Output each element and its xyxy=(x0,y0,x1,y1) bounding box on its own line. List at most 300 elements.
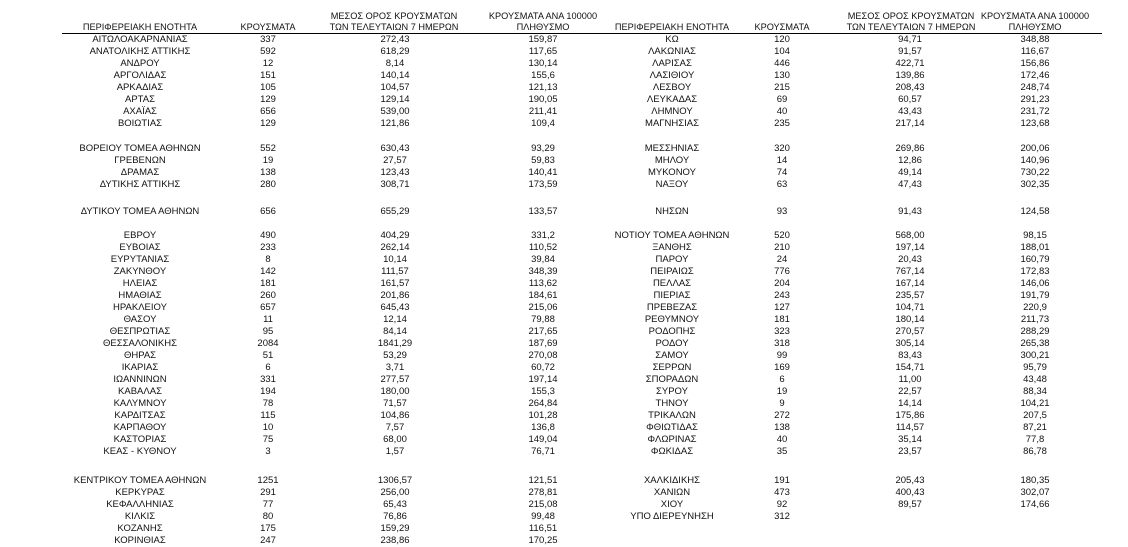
left-region-cell: ΒΟΡΕΙΟΥ ΤΟΜΕΑ ΑΘΗΝΩΝ xyxy=(79,143,201,154)
right-region-cell: ΣΕΡΡΩΝ xyxy=(652,362,692,373)
left-cases-cell: 592 xyxy=(260,46,276,57)
right-cases-cell: 520 xyxy=(774,230,790,241)
left-region-cell: ΙΚΑΡΙΑΣ xyxy=(121,362,159,373)
right-avg-cell: 154,71 xyxy=(895,362,925,373)
right-cases-cell: 35 xyxy=(776,446,788,457)
left-cases-cell: 233 xyxy=(260,242,276,253)
right-cases-cell: 6 xyxy=(779,374,785,385)
header-avg-left-line2: ΤΩΝ ΤΕΛΕΥΤΑΙΩΝ 7 ΗΜΕΡΩΝ xyxy=(329,22,459,32)
left-cases-cell: 656 xyxy=(260,206,276,217)
left-per-cell: 60,72 xyxy=(531,362,555,373)
right-cases-cell: 69 xyxy=(776,94,788,105)
left-region-cell: ΓΡΕΒΕΝΩΝ xyxy=(114,155,166,166)
left-avg-cell: 7,57 xyxy=(385,422,405,433)
left-cases-cell: 260 xyxy=(260,290,276,301)
left-per-cell: 173,59 xyxy=(528,179,558,190)
left-avg-cell: 655,29 xyxy=(380,206,410,217)
right-cases-cell: 93 xyxy=(776,206,788,217)
right-cases-cell: 181 xyxy=(774,314,790,325)
right-avg-cell: 49,14 xyxy=(898,167,922,178)
left-per-cell: 149,04 xyxy=(528,434,558,445)
right-avg-cell: 205,43 xyxy=(895,475,925,486)
left-cases-cell: 3 xyxy=(265,446,271,457)
right-avg-cell: 270,57 xyxy=(895,326,925,337)
left-avg-cell: 65,43 xyxy=(383,499,407,510)
left-avg-cell: 308,71 xyxy=(380,179,410,190)
right-region-cell: ΛΑΣΙΘΙΟΥ xyxy=(649,70,695,81)
left-per-cell: 133,57 xyxy=(528,206,558,217)
right-cases-cell: 320 xyxy=(774,143,790,154)
left-per-cell: 99,48 xyxy=(531,511,555,522)
right-cases-cell: 138 xyxy=(774,422,790,433)
right-per-cell: 300,21 xyxy=(1020,350,1050,361)
left-cases-cell: 490 xyxy=(260,230,276,241)
right-per-cell: 172,46 xyxy=(1020,70,1050,81)
right-region-cell: ΚΩ xyxy=(665,34,679,45)
right-per-cell: 174,66 xyxy=(1020,499,1050,510)
left-region-cell: ΚΕΡΚΥΡΑΣ xyxy=(115,487,165,498)
right-cases-cell: 243 xyxy=(774,290,790,301)
right-cases-cell: 323 xyxy=(774,326,790,337)
left-region-cell: ΚΕΑΣ - ΚΥΘΝΟΥ xyxy=(103,446,177,457)
right-region-cell: ΞΑΝΘΗΣ xyxy=(652,242,692,253)
right-avg-cell: 91,57 xyxy=(898,46,922,57)
left-avg-cell: 27,57 xyxy=(383,155,407,166)
right-avg-cell: 422,71 xyxy=(895,58,925,69)
right-cases-cell: 130 xyxy=(774,70,790,81)
left-avg-cell: 180,00 xyxy=(380,386,410,397)
left-per-cell: 155,6 xyxy=(531,70,555,81)
left-per-cell: 264,84 xyxy=(528,398,558,409)
left-per-cell: 170,25 xyxy=(528,535,558,546)
left-cases-cell: 105 xyxy=(260,82,276,93)
left-region-cell: ΚΕΝΤΡΙΚΟΥ ΤΟΜΕΑ ΑΘΗΝΩΝ xyxy=(73,475,207,486)
left-region-cell: ΔΥΤΙΚΟΥ ΤΟΜΕΑ ΑΘΗΝΩΝ xyxy=(80,206,200,217)
left-avg-cell: 1306,57 xyxy=(377,475,413,486)
right-avg-cell: 22,57 xyxy=(898,386,922,397)
right-per-cell: 156,86 xyxy=(1020,58,1050,69)
left-cases-cell: 51 xyxy=(262,350,274,361)
left-per-cell: 113,62 xyxy=(528,278,558,289)
left-avg-cell: 129,14 xyxy=(380,94,410,105)
left-cases-cell: 77 xyxy=(262,499,274,510)
right-cases-cell: 191 xyxy=(774,475,790,486)
right-per-cell: 200,06 xyxy=(1020,143,1050,154)
left-avg-cell: 201,86 xyxy=(380,290,410,301)
left-region-cell: ΕΥΒΟΙΑΣ xyxy=(119,242,161,253)
left-region-cell: ΗΛΕΙΑΣ xyxy=(122,278,158,289)
left-per-cell: 155,3 xyxy=(531,386,555,397)
right-per-cell: 191,79 xyxy=(1020,290,1050,301)
left-cases-cell: 1251 xyxy=(257,475,279,486)
right-avg-cell: 235,57 xyxy=(895,290,925,301)
right-cases-cell: 204 xyxy=(774,278,790,289)
left-avg-cell: 272,43 xyxy=(380,34,410,45)
left-per-cell: 215,08 xyxy=(528,499,558,510)
left-region-cell: ΑΧΑΪΑΣ xyxy=(123,106,157,117)
left-region-cell: ΔΥΤΙΚΗΣ ΑΤΤΙΚΗΣ xyxy=(99,179,181,190)
right-per-cell: 123,68 xyxy=(1020,118,1050,129)
right-per-cell: 291,23 xyxy=(1020,94,1050,105)
right-region-cell: ΦΩΚΙΔΑΣ xyxy=(650,446,694,457)
left-avg-cell: 1,57 xyxy=(385,446,405,457)
left-region-cell: ΑΡΤΑΣ xyxy=(125,94,155,105)
right-region-cell: ΛΕΣΒΟΥ xyxy=(652,82,692,93)
left-per-cell: 136,8 xyxy=(531,422,555,433)
left-cases-cell: 75 xyxy=(262,434,274,445)
left-per-cell: 159,87 xyxy=(528,34,558,45)
left-region-cell: ΑΡΚΑΔΙΑΣ xyxy=(116,82,164,93)
right-region-cell: ΛΑΡΙΣΑΣ xyxy=(652,58,692,69)
left-per-cell: 184,61 xyxy=(528,290,558,301)
right-avg-cell: 180,14 xyxy=(895,314,925,325)
right-region-cell: ΦΘΙΩΤΙΔΑΣ xyxy=(646,422,698,433)
left-per-cell: 121,13 xyxy=(528,82,558,93)
right-cases-cell: 127 xyxy=(774,302,790,313)
left-cases-cell: 151 xyxy=(260,70,276,81)
right-cases-cell: 14 xyxy=(776,155,788,166)
left-avg-cell: 8,14 xyxy=(385,58,405,69)
right-per-cell: 248,74 xyxy=(1020,82,1050,93)
right-region-cell: ΛΗΜΝΟΥ xyxy=(651,106,693,117)
right-cases-cell: 235 xyxy=(774,118,790,129)
left-region-cell: ΘΗΡΑΣ xyxy=(123,350,157,361)
left-cases-cell: 129 xyxy=(260,94,276,105)
left-region-cell: ΗΜΑΘΙΑΣ xyxy=(118,290,162,301)
right-avg-cell: 47,43 xyxy=(898,179,922,190)
left-cases-cell: 142 xyxy=(260,266,276,277)
left-avg-cell: 84,14 xyxy=(383,326,407,337)
right-per-cell: 211,73 xyxy=(1020,314,1050,325)
left-per-cell: 130,14 xyxy=(528,58,558,69)
right-per-cell: 104,21 xyxy=(1020,398,1050,409)
left-cases-cell: 78 xyxy=(262,398,274,409)
left-per-cell: 197,14 xyxy=(528,374,558,385)
left-region-cell: ΚΑΡΔΙΤΣΑΣ xyxy=(114,410,166,421)
left-region-cell: ΚΟΡΙΝΘΙΑΣ xyxy=(114,535,166,546)
right-region-cell: ΧΙΟΥ xyxy=(660,499,684,510)
left-cases-cell: 280 xyxy=(260,179,276,190)
right-region-cell: ΜΗΛΟΥ xyxy=(654,155,690,166)
left-avg-cell: 645,43 xyxy=(380,302,410,313)
header-avg-right-line1: ΜΕΣΟΣ ΟΡΟΣ ΚΡΟΥΣΜΑΤΩΝ xyxy=(847,11,975,21)
left-cases-cell: 138 xyxy=(260,167,276,178)
left-avg-cell: 277,57 xyxy=(380,374,410,385)
left-avg-cell: 159,29 xyxy=(380,523,410,534)
left-region-cell: ΕΒΡΟΥ xyxy=(123,230,157,241)
right-avg-cell: 23,57 xyxy=(898,446,922,457)
right-avg-cell: 12,86 xyxy=(898,155,922,166)
right-region-cell: ΡΕΘΥΜΝΟΥ xyxy=(644,314,700,325)
left-avg-cell: 238,86 xyxy=(380,535,410,546)
right-region-cell: ΤΡΙΚΑΛΩΝ xyxy=(648,410,696,421)
right-avg-cell: 568,00 xyxy=(895,230,925,241)
right-region-cell: ΜΥΚΟΝΟΥ xyxy=(648,167,696,178)
left-cases-cell: 181 xyxy=(260,278,276,289)
left-per-cell: 190,05 xyxy=(528,94,558,105)
left-per-cell: 331,2 xyxy=(531,230,555,241)
right-per-cell: 188,01 xyxy=(1020,242,1050,253)
right-region-cell: ΣΠΟΡΑΔΩΝ xyxy=(645,374,699,385)
left-region-cell: ΚΕΦΑΛΛΗΝΙΑΣ xyxy=(106,499,174,510)
left-cases-cell: 175 xyxy=(260,523,276,534)
right-cases-cell: 24 xyxy=(776,254,788,265)
right-per-cell: 302,35 xyxy=(1020,179,1050,190)
right-per-cell: 231,72 xyxy=(1020,106,1050,117)
right-cases-cell: 473 xyxy=(774,487,790,498)
left-avg-cell: 53,29 xyxy=(383,350,407,361)
right-per-cell: 87,21 xyxy=(1023,422,1047,433)
left-avg-cell: 104,57 xyxy=(380,82,410,93)
right-avg-cell: 400,43 xyxy=(895,487,925,498)
left-per-cell: 278,81 xyxy=(528,487,558,498)
right-per-cell: 302,07 xyxy=(1020,487,1050,498)
left-per-cell: 117,65 xyxy=(528,46,558,57)
left-per-cell: 110,52 xyxy=(528,242,558,253)
left-cases-cell: 6 xyxy=(265,362,271,373)
left-cases-cell: 552 xyxy=(260,143,276,154)
right-avg-cell: 11,00 xyxy=(898,374,922,385)
right-cases-cell: 776 xyxy=(774,266,790,277)
right-region-cell: ΝΑΞΟΥ xyxy=(655,179,689,190)
right-cases-cell: 215 xyxy=(774,82,790,93)
right-cases-cell: 92 xyxy=(776,499,788,510)
left-region-cell: ΚΑΣΤΟΡΙΑΣ xyxy=(113,434,167,445)
right-per-cell: 43,48 xyxy=(1023,374,1047,385)
left-avg-cell: 104,86 xyxy=(380,410,410,421)
left-avg-cell: 404,29 xyxy=(380,230,410,241)
right-per-cell: 124,58 xyxy=(1020,206,1050,217)
right-avg-cell: 175,86 xyxy=(895,410,925,421)
right-region-cell: ΛΑΚΩΝΙΑΣ xyxy=(648,46,696,57)
left-avg-cell: 111,57 xyxy=(381,266,409,277)
left-avg-cell: 68,00 xyxy=(383,434,407,445)
left-cases-cell: 337 xyxy=(260,34,276,45)
right-cases-cell: 446 xyxy=(774,58,790,69)
left-region-cell: ΙΩΑΝΝΙΝΩΝ xyxy=(113,374,167,385)
right-per-cell: 160,79 xyxy=(1020,254,1050,265)
right-region-cell: ΤΗΝΟΥ xyxy=(655,398,689,409)
left-region-cell: ΗΡΑΚΛΕΙΟΥ xyxy=(113,302,167,313)
left-per-cell: 270,08 xyxy=(528,350,558,361)
right-region-cell: ΠΡΕΒΕΖΑΣ xyxy=(646,302,698,313)
right-region-cell: ΥΠΟ ΔΙΕΡΕΥΝΗΣΗ xyxy=(630,511,714,522)
left-per-cell: 101,28 xyxy=(528,410,558,421)
right-avg-cell: 167,14 xyxy=(895,278,925,289)
left-cases-cell: 331 xyxy=(260,374,276,385)
left-per-cell: 116,51 xyxy=(528,523,558,534)
left-avg-cell: 71,57 xyxy=(383,398,407,409)
left-cases-cell: 11 xyxy=(263,314,273,325)
right-cases-cell: 312 xyxy=(774,511,790,522)
left-per-cell: 93,29 xyxy=(531,143,555,154)
left-cases-cell: 8 xyxy=(265,254,271,265)
right-region-cell: ΠΙΕΡΙΑΣ xyxy=(653,290,691,301)
left-region-cell: ΕΥΡΥΤΑΝΙΑΣ xyxy=(110,254,170,265)
left-cases-cell: 291 xyxy=(260,487,276,498)
left-avg-cell: 123,43 xyxy=(380,167,410,178)
right-cases-cell: 318 xyxy=(774,338,790,349)
right-avg-cell: 94,71 xyxy=(898,34,922,45)
left-avg-cell: 262,14 xyxy=(380,242,410,253)
header-per-left-line2: ΠΛΗΘΥΣΜΟ xyxy=(516,22,570,32)
left-cases-cell: 656 xyxy=(260,106,276,117)
left-per-cell: 76,71 xyxy=(531,446,555,457)
header-per-right-line1: ΚΡΟΥΣΜΑΤΑ ΑΝΑ 100000 xyxy=(980,11,1090,21)
right-region-cell: ΦΛΩΡΙΝΑΣ xyxy=(647,434,697,445)
right-avg-cell: 43,43 xyxy=(898,106,922,117)
right-avg-cell: 60,57 xyxy=(898,94,922,105)
left-cases-cell: 115 xyxy=(260,410,276,421)
left-region-cell: ΚΙΛΚΙΣ xyxy=(124,511,156,522)
right-per-cell: 98,15 xyxy=(1023,230,1047,241)
header-avg-left-line1: ΜΕΣΟΣ ΟΡΟΣ ΚΡΟΥΣΜΑΤΩΝ xyxy=(330,11,458,21)
left-cases-cell: 2084 xyxy=(257,338,279,349)
right-per-cell: 140,96 xyxy=(1020,155,1050,166)
right-cases-cell: 169 xyxy=(774,362,790,373)
left-region-cell: ΑΝΔΡΟΥ xyxy=(120,58,160,69)
header-region-left: ΠΕΡΙΦΕΡΕΙΑΚΗ ΕΝΟΤΗΤΑ xyxy=(82,22,198,32)
left-region-cell: ΚΟΖΑΝΗΣ xyxy=(117,523,163,534)
left-region-cell: ΑΝΑΤΟΛΙΚΗΣ ΑΤΤΙΚΗΣ xyxy=(89,46,191,57)
left-per-cell: 187,69 xyxy=(528,338,558,349)
left-avg-cell: 539,00 xyxy=(380,106,410,117)
left-per-cell: 348,39 xyxy=(528,266,558,277)
left-cases-cell: 95 xyxy=(262,326,274,337)
left-region-cell: ΑΡΓΟΛΙΔΑΣ xyxy=(113,70,167,81)
right-region-cell: ΜΕΣΣΗΝΙΑΣ xyxy=(644,143,700,154)
left-avg-cell: 161,57 xyxy=(380,278,410,289)
right-cases-cell: 120 xyxy=(774,34,790,45)
right-cases-cell: 99 xyxy=(776,350,788,361)
right-cases-cell: 9 xyxy=(779,398,785,409)
left-per-cell: 217,65 xyxy=(528,326,558,337)
right-region-cell: ΝΟΤΙΟΥ ΤΟΜΕΑ ΑΘΗΝΩΝ xyxy=(614,230,730,241)
right-region-cell: ΠΕΙΡΑΙΩΣ xyxy=(650,266,694,277)
left-cases-cell: 10 xyxy=(262,422,274,433)
left-avg-cell: 3,71 xyxy=(385,362,405,373)
right-region-cell: ΡΟΔΟΥ xyxy=(655,338,689,349)
header-per-left-line1: ΚΡΟΥΣΜΑΤΑ ΑΝΑ 100000 xyxy=(488,11,598,21)
left-cases-cell: 657 xyxy=(260,302,276,313)
left-per-cell: 211,41 xyxy=(528,106,558,117)
left-region-cell: ΘΕΣΠΡΩΤΙΑΣ xyxy=(109,326,171,337)
left-avg-cell: 121,86 xyxy=(380,118,410,129)
left-cases-cell: 247 xyxy=(260,535,276,546)
left-per-cell: 39,84 xyxy=(531,254,555,265)
left-cases-cell: 80 xyxy=(262,511,274,522)
left-region-cell: ΖΑΚΥΝΘΟΥ xyxy=(113,266,167,277)
right-avg-cell: 139,86 xyxy=(895,70,925,81)
left-region-cell: ΘΑΣΟΥ xyxy=(123,314,157,325)
right-per-cell: 180,35 xyxy=(1020,475,1050,486)
right-region-cell: ΧΑΛΚΙΔΙΚΗΣ xyxy=(643,475,701,486)
right-region-cell: ΡΟΔΟΠΗΣ xyxy=(648,326,696,337)
left-region-cell: ΘΕΣΣΑΛΟΝΙΚΗΣ xyxy=(103,338,177,349)
right-avg-cell: 20,43 xyxy=(898,254,922,265)
left-per-cell: 79,88 xyxy=(531,314,555,325)
right-region-cell: ΠΑΡΟΥ xyxy=(655,254,689,265)
header-cases-right: ΚΡΟΥΣΜΑΤΑ xyxy=(754,22,810,32)
right-cases-cell: 40 xyxy=(776,106,788,117)
right-per-cell: 86,78 xyxy=(1023,446,1047,457)
left-region-cell: ΒΟΙΩΤΙΑΣ xyxy=(117,118,163,129)
left-avg-cell: 1841,29 xyxy=(377,338,413,349)
right-avg-cell: 104,71 xyxy=(895,302,925,313)
right-cases-cell: 104 xyxy=(774,46,790,57)
right-avg-cell: 114,57 xyxy=(895,422,925,433)
right-per-cell: 146,06 xyxy=(1020,278,1050,289)
right-per-cell: 95,79 xyxy=(1023,362,1047,373)
right-per-cell: 730,22 xyxy=(1020,167,1050,178)
right-cases-cell: 40 xyxy=(776,434,788,445)
right-region-cell: ΣΑΜΟΥ xyxy=(655,350,689,361)
right-per-cell: 172,83 xyxy=(1020,266,1050,277)
right-cases-cell: 210 xyxy=(774,242,790,253)
left-region-cell: ΚΑΒΑΛΑΣ xyxy=(118,386,162,397)
right-per-cell: 88,34 xyxy=(1023,386,1047,397)
right-avg-cell: 217,14 xyxy=(895,118,925,129)
left-region-cell: ΑΙΤΩΛΟΑΚΑΡΝΑΝΙΑΣ xyxy=(92,34,188,45)
right-avg-cell: 35,14 xyxy=(898,434,922,445)
left-per-cell: 215,06 xyxy=(528,302,558,313)
right-per-cell: 207,5 xyxy=(1023,410,1047,421)
left-avg-cell: 256,00 xyxy=(380,487,410,498)
right-avg-cell: 91,43 xyxy=(898,206,922,217)
left-avg-cell: 12,14 xyxy=(383,314,407,325)
right-region-cell: ΠΕΛΛΑΣ xyxy=(652,278,692,289)
left-avg-cell: 10,14 xyxy=(383,254,407,265)
right-per-cell: 116,67 xyxy=(1020,46,1050,57)
right-per-cell: 348,88 xyxy=(1020,34,1050,45)
right-avg-cell: 89,57 xyxy=(898,499,922,510)
header-avg-right-line2: ΤΩΝ ΤΕΛΕΥΤΑΙΩΝ 7 ΗΜΕΡΩΝ xyxy=(846,22,976,32)
right-avg-cell: 83,43 xyxy=(898,350,922,361)
left-region-cell: ΔΡΑΜΑΣ xyxy=(120,167,160,178)
left-cases-cell: 19 xyxy=(262,155,274,166)
right-region-cell: ΜΑΓΝΗΣΙΑΣ xyxy=(645,118,699,129)
header-region-right: ΠΕΡΙΦΕΡΕΙΑΚΗ ΕΝΟΤΗΤΑ xyxy=(614,22,730,32)
right-region-cell: ΝΗΣΩΝ xyxy=(655,206,689,217)
right-cases-cell: 63 xyxy=(776,179,788,190)
left-avg-cell: 618,29 xyxy=(380,46,410,57)
left-avg-cell: 630,43 xyxy=(380,143,410,154)
right-avg-cell: 208,43 xyxy=(895,82,925,93)
left-region-cell: ΚΑΡΠΑΘΟΥ xyxy=(113,422,167,433)
left-cases-cell: 12 xyxy=(262,58,274,69)
right-avg-cell: 767,14 xyxy=(895,266,925,277)
left-region-cell: ΚΑΛΥΜΝΟΥ xyxy=(113,398,167,409)
header-per-right-line2: ΠΛΗΘΥΣΜΟ xyxy=(1008,22,1062,32)
right-per-cell: 288,29 xyxy=(1020,326,1050,337)
left-per-cell: 109,4 xyxy=(531,118,555,129)
header-cases-left: ΚΡΟΥΣΜΑΤΑ xyxy=(240,22,296,32)
right-avg-cell: 269,86 xyxy=(895,143,925,154)
right-avg-cell: 305,14 xyxy=(895,338,925,349)
right-cases-cell: 74 xyxy=(776,167,788,178)
left-avg-cell: 140,14 xyxy=(380,70,410,81)
right-per-cell: 220,9 xyxy=(1023,302,1047,313)
left-cases-cell: 129 xyxy=(260,118,276,129)
right-cases-cell: 19 xyxy=(776,386,788,397)
right-cases-cell: 272 xyxy=(774,410,790,421)
left-avg-cell: 76,86 xyxy=(383,511,407,522)
right-per-cell: 265,38 xyxy=(1020,338,1050,349)
left-per-cell: 140,41 xyxy=(528,167,558,178)
left-cases-cell: 194 xyxy=(260,386,276,397)
right-per-cell: 77,8 xyxy=(1025,434,1045,445)
left-per-cell: 59,83 xyxy=(531,155,555,166)
